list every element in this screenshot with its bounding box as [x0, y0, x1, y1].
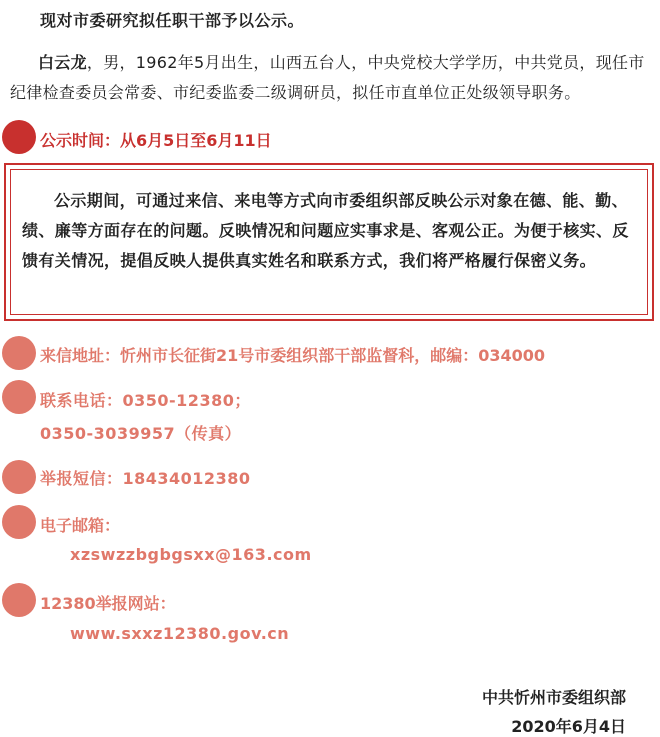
address-bullet-icon	[2, 336, 36, 370]
website-label: 12380举报网站：	[40, 594, 176, 613]
website-url[interactable]: www.sxxz12380.gov.cn	[70, 624, 290, 643]
email-label: 电子邮箱：	[40, 516, 121, 535]
contact-fax: 0350-3039957（传真）	[40, 424, 242, 443]
contact-address: 来信地址：忻州市长征街21号市委组织部干部监督科，邮编：034000	[40, 346, 546, 365]
email-bullet-icon	[2, 505, 36, 539]
intro-text: 现对市委研究拟任职干部予以公示。	[40, 11, 305, 30]
contact-phone: 联系电话：0350-12380；	[40, 391, 251, 410]
candidate-details: ，男，1962年5月出生，山西五台人，中央党校大学学历，中共党员，现任市纪律检查委员会常委、市纪委监委二级调研员，拟任市直单位正处级领导职务。	[10, 53, 645, 102]
website-bullet-icon	[2, 583, 36, 617]
phone-bullet-icon	[2, 380, 36, 414]
notice-text: 公示期间，可通过来信、来电等方式向市委组织部反映公示对象在德、能、勤、绩、廉等方面存在的问题。反映情况和问题应实事求是、客观公正。为便于核实、反馈有关情况，提倡反映人提供真实姓名和联系方式，我们将严格履行保密义务。	[22, 191, 629, 270]
sms-bullet-icon	[2, 460, 36, 494]
publicity-period: 公示时间：从6月5日至6月11日	[40, 131, 272, 150]
signature-org: 中共忻州市委组织部	[481, 688, 626, 707]
candidate-name: 白云龙	[38, 53, 87, 72]
candidate-bio	[10, 48, 650, 108]
contact-sms: 举报短信：18434012380	[40, 469, 251, 488]
signature-date: 2020年6月4日	[511, 717, 626, 736]
period-bullet-icon	[2, 120, 36, 154]
email-address[interactable]: xzswzzbgbgsxx@163.com	[70, 545, 312, 564]
